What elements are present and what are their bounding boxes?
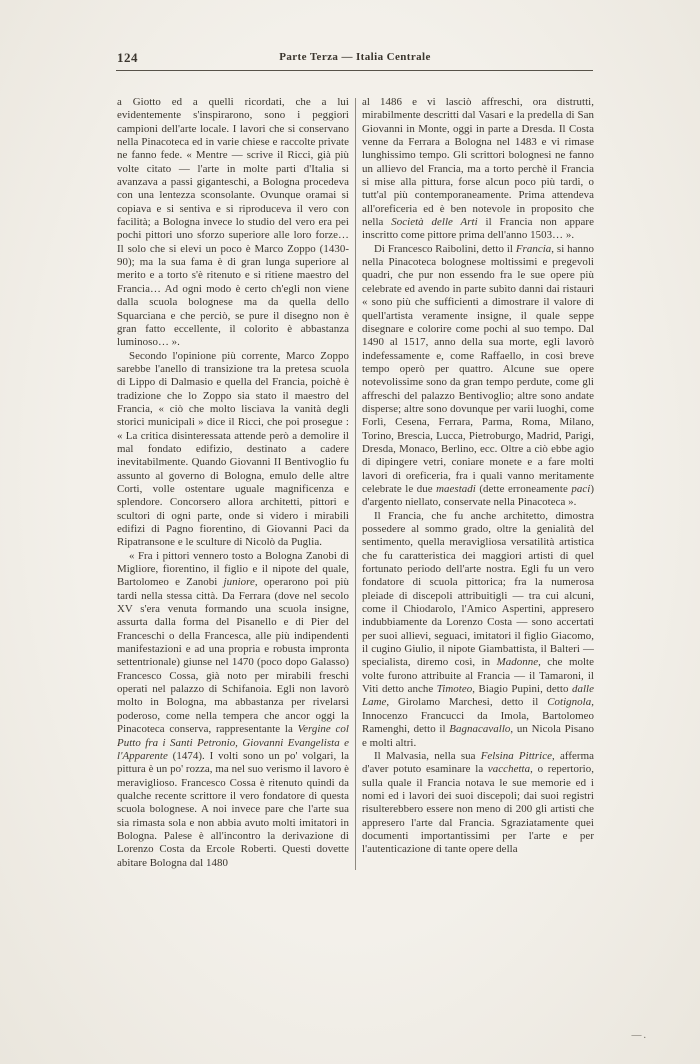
- paragraph: Secondo l'opinione più corrente, Marco Zoppo sarebbe l'anello di transizione tra la pretesa scuola di Lippo di Dalmasio e quella del Francia, poichè è tradizione che lo Zoppo sia stato il maestro del Francia, « ciò che molto lisciava la vanità degli storici municipali » dice il Ricci, che poi prosegue : « La critica disinteressata attende però a demolire il mal fondato edifizio, destinato a cadere inevitabilmente. Quando Giovanni II Bentivoglio fu assunto al governo di Bologna, emulo delle altre Corti, volle ostentare uguale magnificenza e splendore. Concorsero allora architetti, pittori e scultori di ogni parte, onde si videro i mirabili edifizi di Pagno fiorentino, di Giovanni Paci da Ripatransone e le sculture di Nicolò da Puglia.: [117, 349, 349, 549]
- text-columns: [117, 96, 594, 870]
- column-divider: [355, 98, 356, 870]
- paragraph: a Giotto ed a quelli ricordati, che a lui evidentemente s'inspirarono, sono i peggiori campioni dell'arte locale. I lavori che si conservano nella Pinacoteca ed in varie chiese e raccolte private ne fanno fede. « Mentre — scrive il Ricci, già più volte citato — l'arte in molte parti d'Italia si avanzava a passi giganteschi, a Bologna procedeva con una lentezza sconsolante. Ovunque oramai si copiava e si sentiva e si riproduceva il vero con facilità; a Bologna invece lo studio del vero era pei pochi pittori uno sforzo superiore alle loro forze… Il solo che si elevi un poco è Marco Zoppo (1430-90); ma la sua fama è di gran lunga superiore al merito e a torto s'è ritenuto e si ritiene maestro del Francia… Ad ogni modo è certo ch'egli non viene dalla scuola bolognese ma da quella dello Squarciana e che perciò, se pure il disegno non è gran fatto eccellente, il colorito è abbastanza luminoso… ».: [117, 96, 349, 349]
- header-rule: [116, 70, 593, 71]
- printers-mark: —.: [631, 1030, 648, 1041]
- page-number: 124: [117, 50, 138, 65]
- right-column: [362, 96, 594, 870]
- paragraph: al 1486 e vi lasciò affreschi, ora distrutti, mirabilmente descritti dal Vasari e la predella di San Giovanni in Monte, oggi in parte a Dresda. Il Costa venne da Ferrara a Bologna nel 1483 e vi rimase lunghissimo tempo. Gli scrittori bolognesi ne fanno un allievo del Francia, ma a torto perchè il Francia si mise alla pittura, forse alcun poco più tardi, o tutt'al più contemporaneamente. Prima attendeva all'oreficeria ed è ben notevole in proposito che nella Società delle Arti il Francia non appare inscritto come pittore prima dell'anno 1503… ».: [362, 96, 594, 242]
- paragraph: « Fra i pittori vennero tosto a Bologna Zanobi di Migliore, fiorentino, il figlio e il nipote del quale, Bartolomeo e Zanobi juniore, operarono poi più tardi nella stessa città. Da Ferrara (dove nel secolo XV s'era venuta formando una scuola insigne, assurta dalla forma del Pisanello e di Pier del Franceschi o della Francesca, alle più indipendenti manifestazioni e ad una propria e robusta impronta settentrionale) giunse nel 1470 (poco dopo Galasso) Francesco Cossa, già noto per mirabili freschi operati nel palazzo di Schifanoia. Egli non lavorò molto in Bologna, ma abbastanza per rivelarsi poderoso, come nella tempera che ancor oggi la Pinacoteca conserva, rappresentante la Vergine col Putto fra i Santi Petronio, Giovanni Evangelista e l'Apparente (1474). I volti sono un po' volgari, la pittura è un po' rozza, ma nel suo verismo il lavoro è meraviglioso. Francesco Cossa è ritenuto quindi da qualche recente scrittore il vero fondatore di questa scuola bolognese. A noi invece pare che l'arte sua sia rimasta sola e non abbia avuto molti imitatori in Bologna. Palese è all'incontro la derivazione di Lorenzo Costa da Ercole Roberti. Questi dovette abitare Bologna dal 1480: [117, 549, 349, 869]
- left-column: [117, 96, 349, 870]
- paragraph: Il Francia, che fu anche architetto, dimostra possedere al sommo grado, oltre la genialità del sentimento, quella meravigliosa versatilità artistica che fu caratteristica dei maggiori artisti di quel fortunato periodo dell'arte nostra. Egli fu un vero fondatore di scuola pittorica; fra la numerosa pleiade di discepoli attribuitigli — tra cui alcuni, come il Chiodarolo, l'Amico Aspertini, appresero indubbiamente da Lorenzo Costa — sono accertati per suoi allievi, seguaci, imitatori il figlio Giacomo, il cugino Giulio, il nipote Giambattista, il Balteri — specialista, diremo così, in Madonne, che molte volte furono attribuite al Francia — il Tamaroni, il Viti detto anche Timoteo, Biagio Pupini, detto dalle Lame, Girolamo Marchesi, detto il Cotignola, Innocenzo Francucci da Imola, Bartolomeo Ramenghi, detto il Bagnacavallo, un Nicola Pisano e molti altri.: [362, 509, 594, 749]
- page-header: [117, 50, 593, 66]
- paragraph: Di Francesco Raibolini, detto il Francia, si hanno nella Pinacoteca bolognese moltissimi e pregevoli quadri, che pur non essendo fra le sue opere più celebrate ed avendo in parte subìto danni dai ristauri « sono più che sufficienti a dimostrare il valore di quell'artista veramente insigne, il quale seppe disegnare e colorire come pochi al suo tempo. Dal 1490 al 1517, anno della sua morte, egli lavorò indefessamente e, come Raffaello, in così breve tempo operò per quattro. Alcune sue opere notevolissime sono da gran tempo perdute, come gli affreschi del palazzo Bentivoglio; altre sono andate disperse; altre sono dovunque per varii luoghi, come Forlì, Cesena, Ferrara, Parma, Roma, Milano, Torino, Brescia, Lucca, Pietroburgo, Madrid, Parigi, Dresda, Monaco, Berlino, ecc. Oltre a ciò ebbe agio di dipingere vetri, coniare monete e a fare molti lavori di oreficeria, fra i quali vanno meritamente celebrate le due maestadi (dette erroneamente paci) d'argento niellato, conservate nella Pinacoteca ».: [362, 242, 595, 509]
- running-title: Parte Terza — Italia Centrale: [279, 51, 431, 63]
- paragraph: Il Malvasia, nella sua Felsina Pittrice, afferma d'aver potuto esaminare la vacchetta, o repertorio, sulla quale il Francia notava le sue memorie ed i nomi ed i lavori dei suoi discepoli; dai suoi registri risulterebbero essere non meno di 200 gli artisti che appresero l'arte dal Francia. Sgraziatamente quei documenti importantissimi per l'arte e per l'autenticazione di tante opere della: [362, 749, 594, 856]
